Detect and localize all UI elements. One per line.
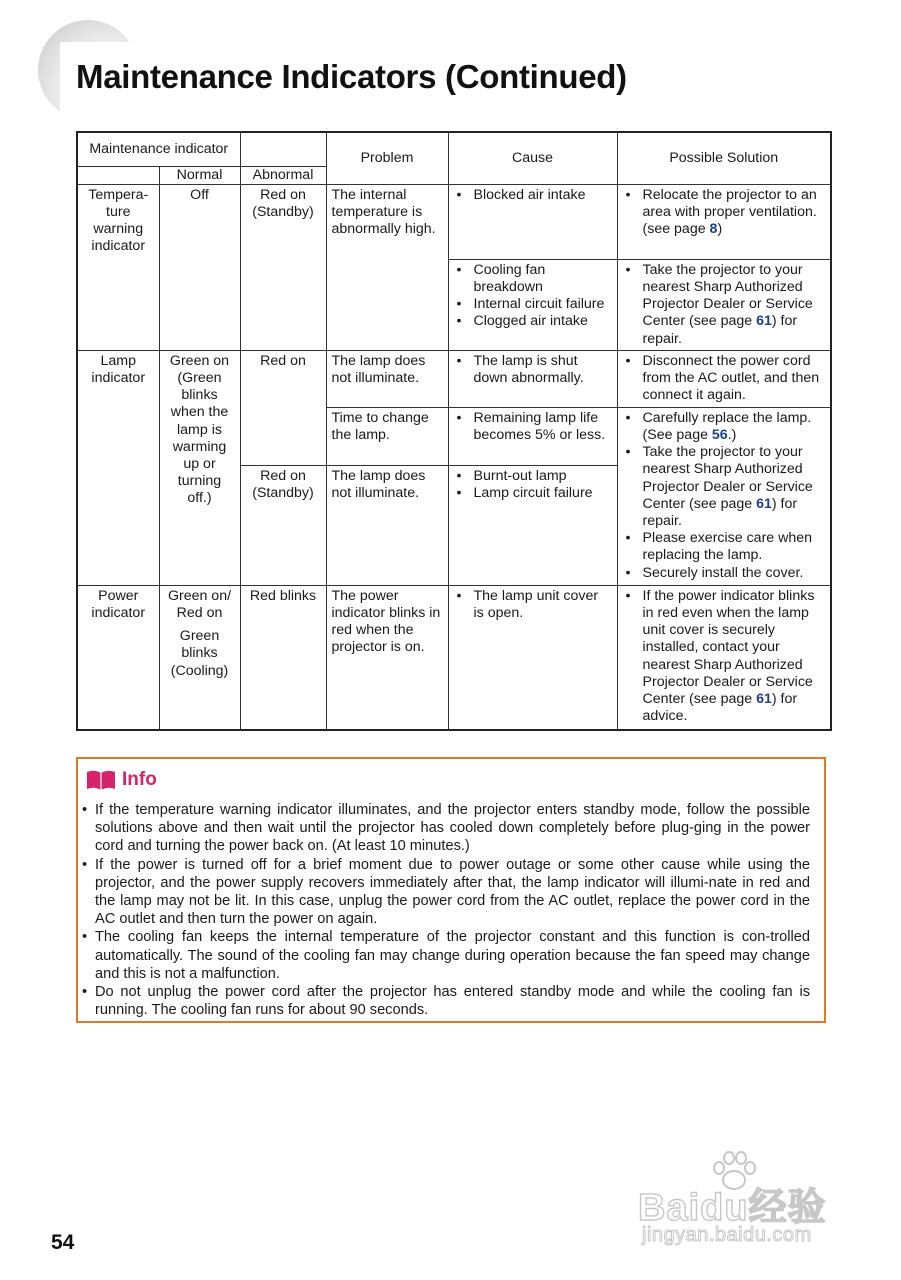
page-number: 54: [51, 1231, 75, 1254]
temp-problem-cell: The internal temperature is abnormally high.: [326, 184, 448, 350]
list-item: • Cooling fan breakdown: [454, 262, 612, 296]
info-label: Info: [122, 769, 157, 790]
list-item: • Take the projector to your nearest Sharp Authorized Projector Dealer or Service Center (see page 61) for repair.: [623, 262, 826, 348]
table-row: [77, 350, 831, 407]
page-ref-link[interactable]: 61: [756, 313, 772, 330]
info-box: [76, 757, 826, 1023]
watermark-brand: Baidu经验: [638, 1187, 827, 1229]
book-icon: [86, 769, 116, 791]
header-abnormal: Abnormal: [240, 166, 326, 184]
header-cause: Cause: [448, 132, 617, 184]
lamp-problem-cell-1: The lamp does not illuminate.: [326, 350, 448, 407]
power-solution-cell: [617, 585, 831, 730]
page-ref-link[interactable]: 61: [756, 495, 772, 512]
header-blank: [77, 166, 159, 184]
list-item: • Disconnect the power cord from the AC outlet, and then connect it again.: [623, 353, 826, 405]
lamp-solution-cell-2: [617, 407, 831, 585]
lamp-abnormal-cell-1: Red on: [240, 350, 326, 465]
lamp-cause-cell-1: [448, 350, 617, 407]
lamp-cause-cell-2: [448, 407, 617, 465]
header-normal: Normal: [159, 166, 240, 184]
lamp-indicator-cell: Lamp indicator: [77, 350, 159, 585]
list-item: • Take the projector to your nearest Sharp Authorized Projector Dealer or Service Center (see page 61) for repair.: [623, 444, 826, 530]
list-item: • The cooling fan keeps the internal temperature of the projector constant and this function is con-trolled automatically. The sound of the cooling fan may change during operation because the fan speed may change and this is not a malfunction.: [82, 928, 810, 983]
temp-cause-cell-2: [448, 259, 617, 350]
list-item: • Blocked air intake: [454, 187, 612, 204]
list-item: • Internal circuit failure: [454, 296, 612, 313]
list-item: • If the power is turned off for a brief moment due to power outage or some other cause while using the projector, and the power supply recovers immediately after that, the lamp indicator will illumi-nate in red and the lamp may not be lit. In this case, unplug the power cord from the AC outlet, replace the power cord in the AC outlet and then turn the power on again.: [82, 856, 810, 929]
list-item: • Clogged air intake: [454, 313, 612, 330]
watermark: [636, 1150, 856, 1250]
power-abnormal-cell: Red blinks: [240, 585, 326, 730]
list-item: • Remaining lamp life becomes 5% or less.: [454, 410, 612, 444]
info-header: [86, 769, 157, 791]
lamp-abnormal-cell-2: Red on (Standby): [240, 465, 326, 585]
list-item: • The lamp unit cover is open.: [454, 588, 612, 622]
maintenance-table: [76, 131, 832, 731]
lamp-normal-cell: Green on (Green blinks when the lamp is warming up or turning off.): [159, 350, 240, 585]
list-item: • If the temperature warning indicator illuminates, and the projector enters standby mode, follow the possible solutions above and then wait until the projector has cooled down completely before plug-ging in the power cord and turning the power back on. (At least 10 minutes.): [82, 801, 810, 856]
temp-cause-cell-1: [448, 184, 617, 259]
list-item: • Please exercise care when replacing the lamp.: [623, 530, 826, 564]
power-problem-cell: The power indicator blinks in red when the projector is on.: [326, 585, 448, 730]
header-solution: Possible Solution: [617, 132, 831, 184]
power-cause-cell: [448, 585, 617, 730]
temp-solution-cell-1: [617, 184, 831, 259]
lamp-problem-cell-2: Time to change the lamp.: [326, 407, 448, 465]
power-normal-cell: Green on/ Red on Green blinks (Cooling): [159, 585, 240, 730]
list-item: • Relocate the projector to an area with proper ventilation. (see page 8): [623, 187, 826, 239]
page-title: Maintenance Indicators (Continued): [76, 58, 627, 95]
list-item: • The lamp is shut down abnormally.: [454, 353, 612, 387]
lamp-solution-cell-1: [617, 350, 831, 407]
table-row: [77, 184, 831, 259]
list-item: • Burnt-out lamp: [454, 468, 612, 485]
page-ref-link[interactable]: 61: [756, 690, 772, 707]
temp-solution-cell-2: [617, 259, 831, 350]
info-list: [82, 801, 810, 1019]
header-problem: Problem: [326, 132, 448, 184]
page-ref-link[interactable]: 56: [711, 426, 728, 443]
power-indicator-cell: Power indicator: [77, 585, 159, 730]
lamp-cause-cell-3: [448, 465, 617, 585]
list-item: • Lamp circuit failure: [454, 485, 612, 502]
page-ref-link[interactable]: 8: [709, 221, 718, 238]
header-spacer: [240, 132, 326, 166]
header-maintenance-indicator: Maintenance indicator: [77, 132, 240, 166]
list-item: • Do not unplug the power cord after the projector has entered standby mode and while the cooling fan is running. The cooling fan runs for about 90 seconds.: [82, 983, 810, 1019]
temp-indicator-cell: Tempera-ture warning indicator: [77, 184, 159, 350]
lamp-problem-cell-3: The lamp does not illuminate.: [326, 465, 448, 585]
temp-abnormal-cell: Red on (Standby): [240, 184, 326, 350]
temp-normal-cell: Off: [159, 184, 240, 350]
watermark-url: jingyan.baidu.com: [642, 1224, 812, 1246]
list-item: • If the power indicator blinks in red even when the lamp unit cover is securely installed, contact your nearest Sharp Authorized Projector Dealer or Service Center (see page 61) for advice.: [623, 588, 826, 726]
list-item: • Securely install the cover.: [623, 565, 826, 582]
table-row: [77, 585, 831, 730]
list-item: • Carefully replace the lamp. (See page 56.): [623, 410, 826, 444]
